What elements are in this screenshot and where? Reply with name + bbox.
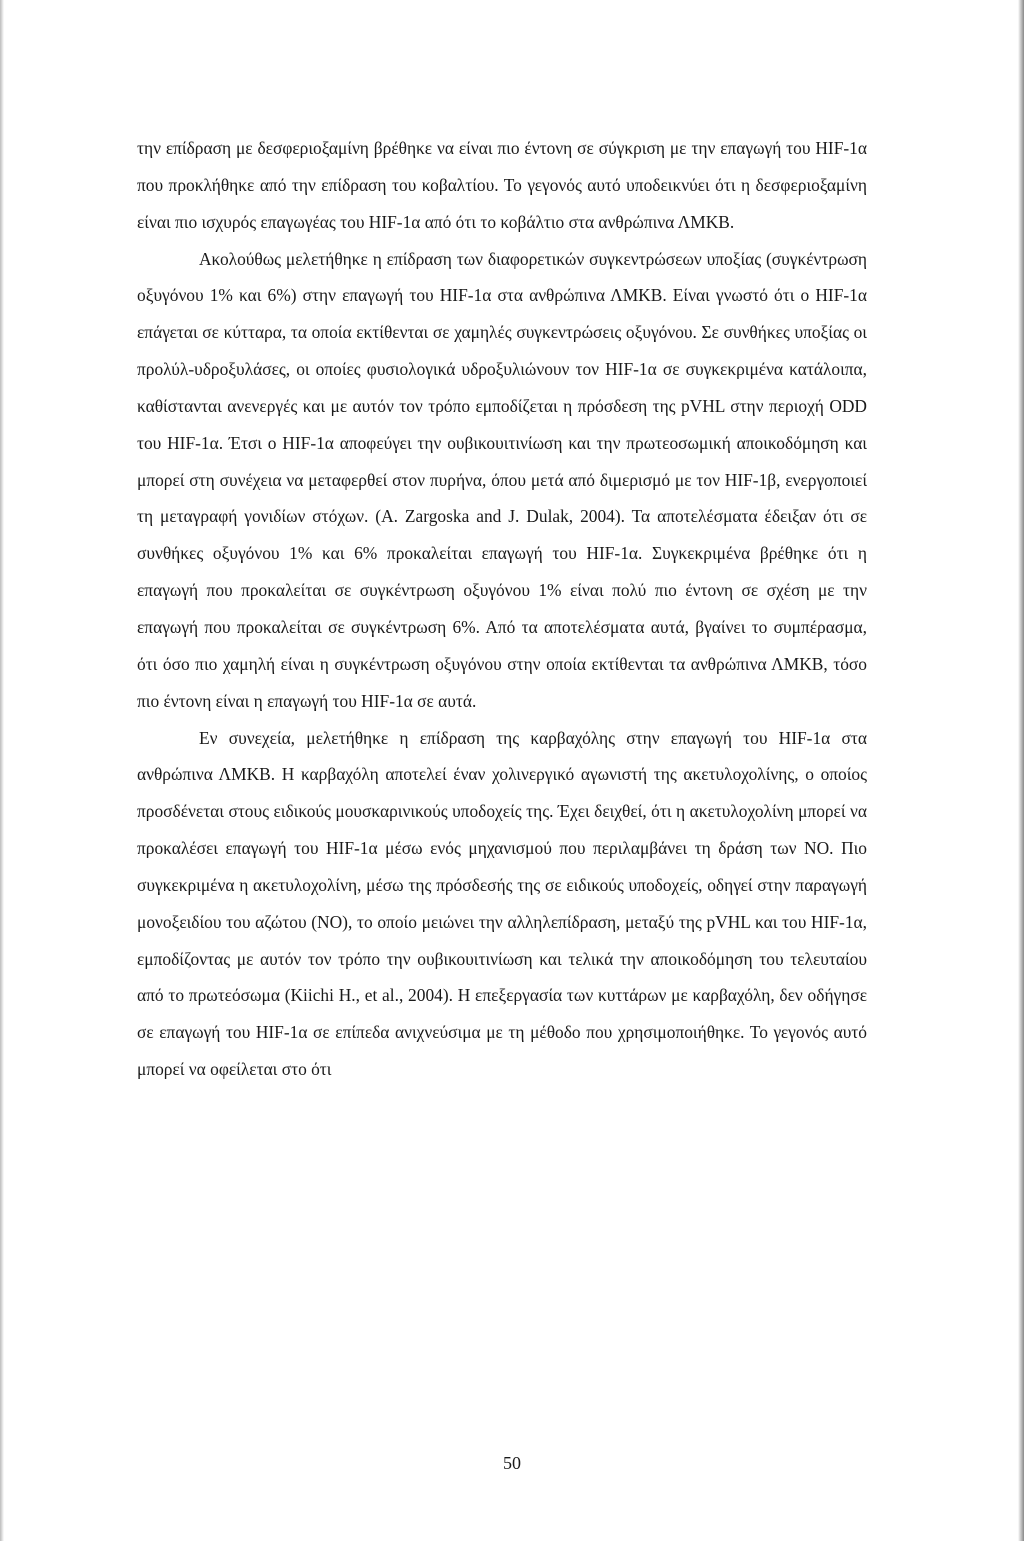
body-text xyxy=(137,130,867,1088)
paragraph-2 xyxy=(137,241,867,720)
paragraph-1-text: την επίδραση με δεσφεριοξαμίνη βρέθηκε να είναι πιο έντονη σε σύγκριση με την επαγωγή του HIF-1α που προκλήθηκε από την επίδραση του κοβαλτίου. Το γεγονός αυτό υποδεικνύει ότι η δεσφεριοξαμίνη είναι πιο ισχυρός επαγωγέας του HIF-1α από ότι το κοβάλτιο στα ανθρώπινα ΛΜΚΒ. xyxy=(137,138,867,232)
paragraph-2-text: Ακολούθως μελετήθηκε η επίδραση των διαφορετικών συγκεντρώσεων υποξίας (συγκέντρωση οξυγόνου 1% και 6%) στην επαγωγή του HIF-1α στα ανθρώπινα ΛΜΚΒ. Είναι γνωστό ότι ο HIF-1α επάγεται σε κύτταρα, τα οποία εκτίθενται σε χαμηλές συγκεντρώσεις οξυγόνου. Σε συνθήκες υποξίας οι προλύλ-υδροξυλάσες, οι οποίες φυσιολογικά υδροξυλιώνουν τον HIF-1α σε συγκεκριμένα κατάλοιπα, καθίστανται ανενεργές και με αυτόν τον τρόπο εμποδίζεται η πρόσδεση της pVHL στην περιοχή ODD του HIF-1α. Έτσι ο HIF-1α αποφεύγει την ουβικουιτινίωση και την πρωτεοσωμική αποικοδόμηση και μπορεί στη συνέχεια να μεταφερθεί στον πυρήνα, όπου μετά από διμερισμό με τον HIF-1β, ενεργοποιεί τη μεταγραφή γονιδίων στόχων. (A. Zargoska and J. Dulak, 2004). Τα αποτελέσματα έδειξαν ότι σε συνθήκες οξυγόνου 1% και 6% προκαλείται επαγωγή του HIF-1α. Συγκεκριμένα βρέθηκε ότι η επαγωγή που προκαλείται σε συγκέντρωση οξυγόνου 1% είναι πολύ πιο έντονη σε σχέση με την επαγωγή που προκαλείται σε συγκέντρωση 6%. Από τα αποτελέσματα αυτά, βγαίνει το συμπέρασμα, ότι όσο πιο χαμηλή είναι η συγκέντρωση οξυγόνου στην οποία εκτίθενται τα ανθρώπινα ΛΜΚΒ, τόσο πιο έντονη είναι η επαγωγή του HIF-1α σε αυτά. xyxy=(137,248,867,711)
page-edge-left xyxy=(0,0,4,1541)
paragraph-3-text: Εν συνεχεία, μελετήθηκε η επίδραση της καρβαχόλης στην επαγωγή του HIF-1α στα ανθρώπινα ΛΜΚΒ. Η καρβαχόλη αποτελεί έναν χολινεργικό αγωνιστή της ακετυλοχολίνης, ο οποίος προσδένεται στους ειδικούς μουσκαρινικούς υποδοχείς της. Έχει δειχθεί, ότι η ακετυλοχολίνη μπορεί να προκαλέσει επαγωγή του HIF-1α μέσω ενός μηχανισμού που περιλαμβάνει τη δράση των NO. Πιο συγκεκριμένα η ακετυλοχολίνη, μέσω της πρόσδεσής της σε ειδικούς υποδοχείς, οδηγεί στην παραγωγή μονοξειδίου του αζώτου (NO), το οποίο μειώνει την αλληλεπίδραση, μεταξύ της pVHL και του HIF-1α, εμποδίζοντας με αυτόν τον τρόπο την ουβικουιτινίωση και τελικά την αποικοδόμηση του τελευταίου από το πρωτεόσωμα (Kiichi H., et al., 2004). Η επεξεργασία των κυττάρων με καρβαχόλη, δεν οδήγησε σε επαγωγή του HIF-1α σε επίπεδα ανιχνεύσιμα με τη μέθοδο που χρησιμοποιήθηκε. Το γεγονός αυτό μπορεί να οφείλεται στο ότι xyxy=(137,727,867,1080)
page-number: 50 xyxy=(503,1453,521,1473)
paragraph-1 xyxy=(137,130,867,241)
page-edge-right xyxy=(1018,0,1024,1541)
paragraph-3 xyxy=(137,720,867,1088)
